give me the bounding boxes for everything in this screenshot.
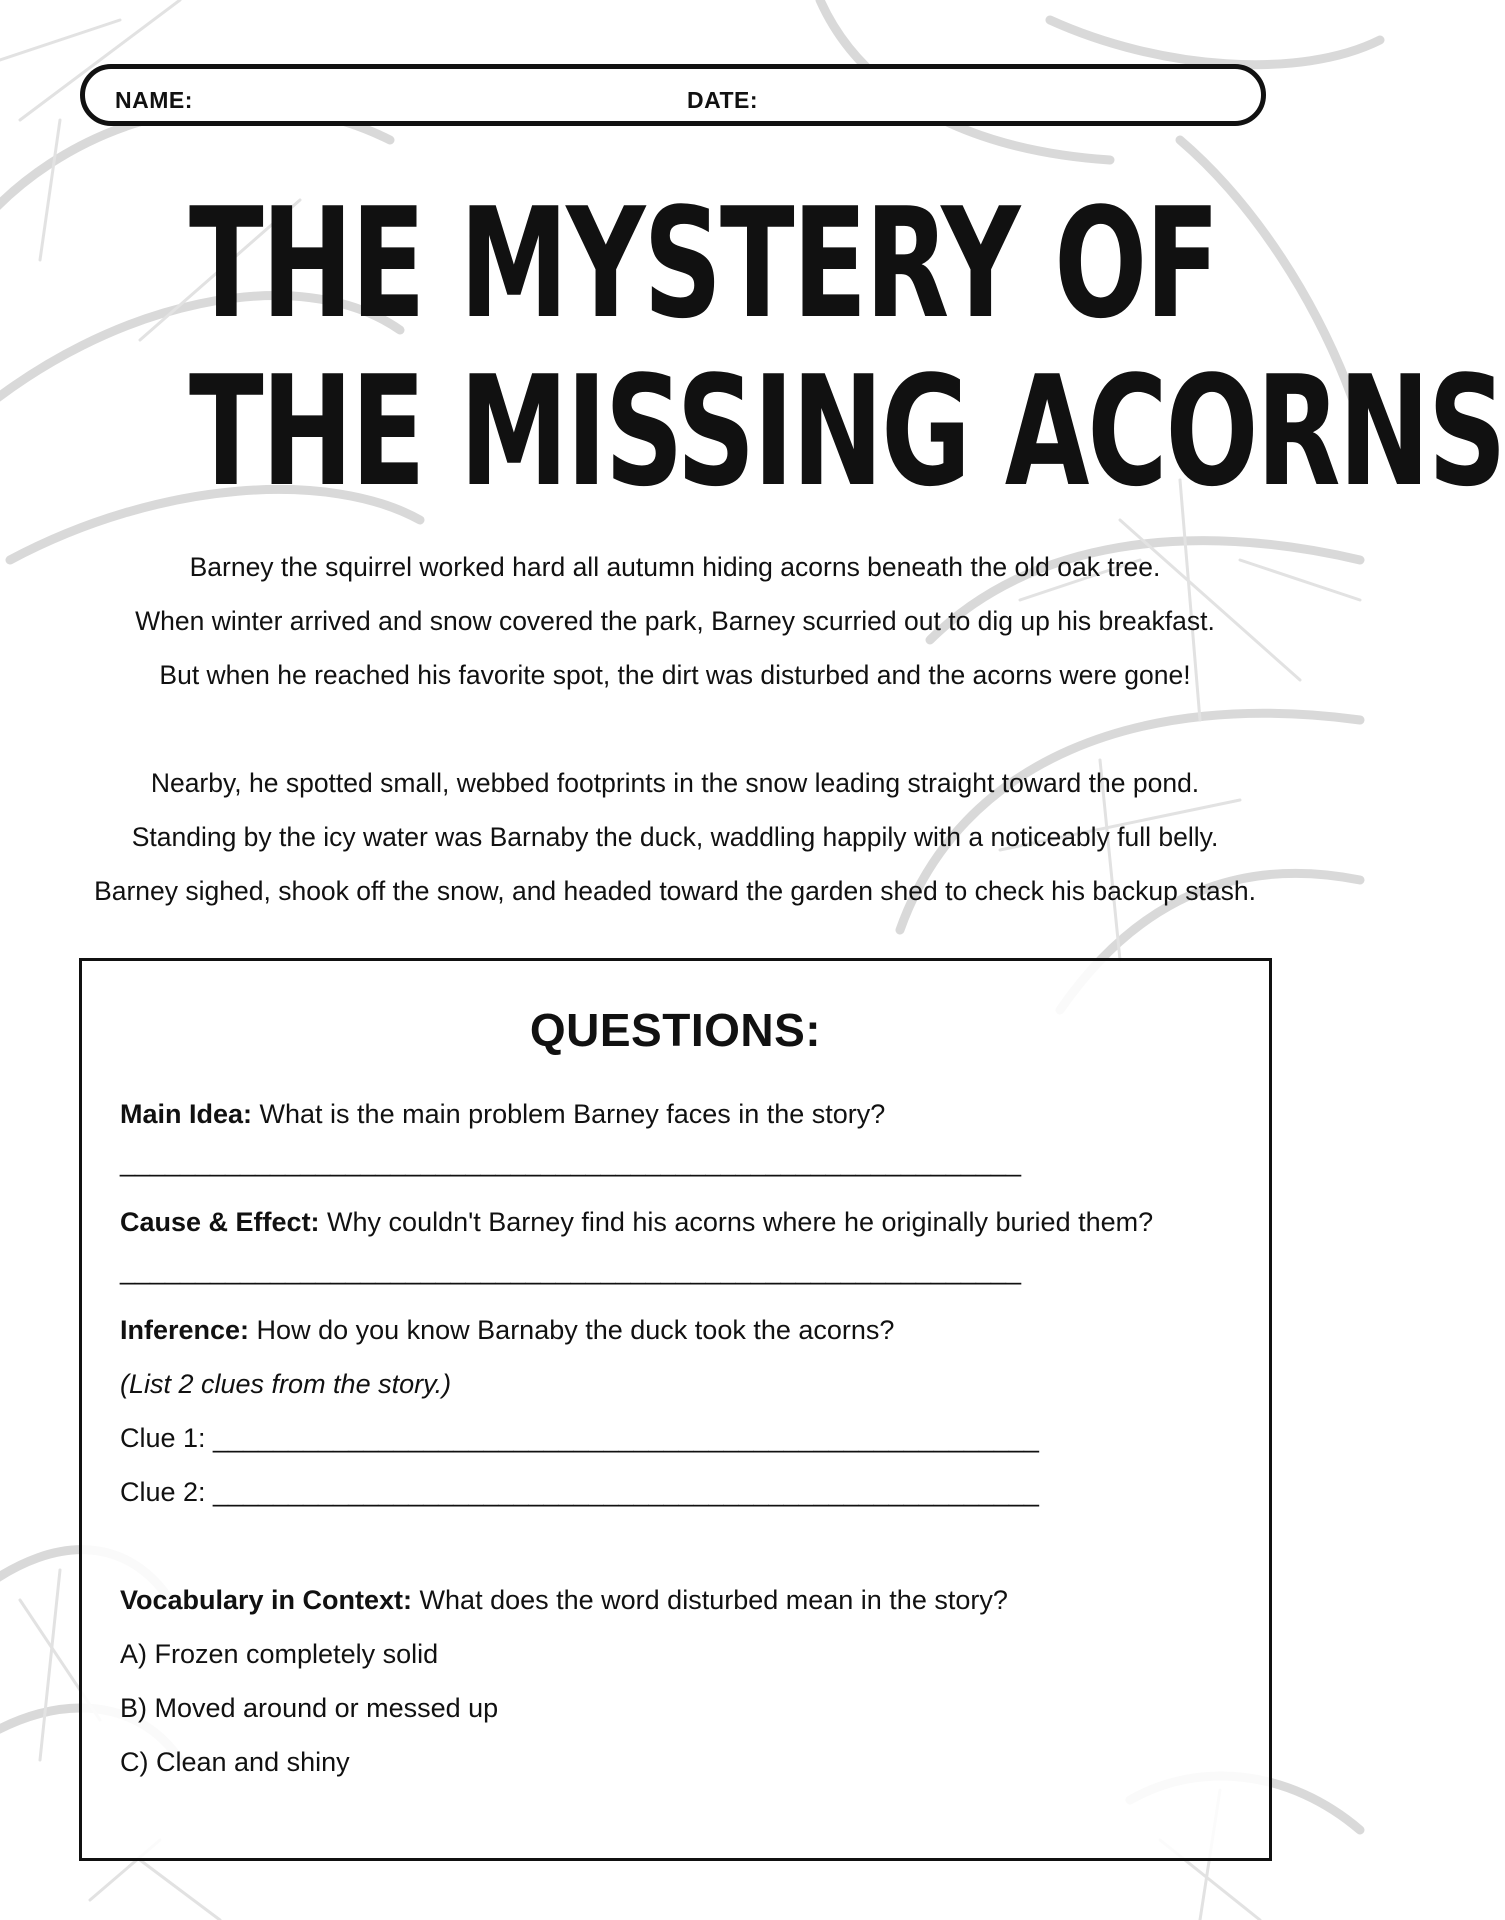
main-idea-answer-line[interactable]: ____________________________________________________________ [120, 1147, 1021, 1177]
vocabulary-option-c[interactable]: C) Clean and shiny [120, 1747, 350, 1777]
story-line: Barney the squirrel worked hard all autumn hiding acorns beneath the old oak tree. [189, 552, 1161, 582]
paragraph-gap [0, 702, 1350, 756]
title-line-2: THE MISSING ACORNS [188, 343, 1505, 520]
page-title [188, 175, 1505, 520]
date-label: DATE: [687, 87, 759, 113]
cause-effect-label: Cause & Effect: [120, 1207, 320, 1237]
story-line: When winter arrived and snow covered the park, Barney scurried out to dig up his breakfast. [135, 606, 1215, 636]
name-label: NAME: [115, 87, 193, 113]
story-line: Standing by the icy water was Barnaby the duck, waddling happily with a noticeably full belly. [131, 822, 1219, 852]
questions-box [79, 958, 1272, 1861]
main-idea-question [120, 1099, 885, 1130]
story-line: Barney sighed, shook off the snow, and headed toward the garden shed to check his backup stash. [94, 876, 1256, 906]
cause-effect-text: Why couldn't Barney find his acorns where he originally buried them? [319, 1207, 1154, 1237]
clue-2-answer-line[interactable]: Clue 2: _______________________________________________________ [120, 1477, 1039, 1507]
inference-note [120, 1369, 451, 1400]
vocabulary-option-a[interactable]: A) Frozen completely solid [120, 1639, 439, 1669]
vocabulary-label: Vocabulary in Context: [120, 1585, 413, 1615]
story-text [0, 540, 1350, 918]
questions-heading: QUESTIONS: [529, 1004, 822, 1056]
main-idea-text: What is the main problem Barney faces in the story? [252, 1099, 886, 1129]
cause-effect-answer-line[interactable]: ____________________________________________________________ [120, 1255, 1021, 1285]
clue-1-answer-line[interactable]: Clue 1: _______________________________________________________ [120, 1423, 1039, 1453]
inference-label: Inference: [120, 1315, 250, 1345]
main-idea-label: Main Idea: [120, 1099, 253, 1129]
title-line-1: THE MYSTERY OF [188, 175, 1218, 352]
inference-question [120, 1315, 894, 1346]
name-date-bar [80, 64, 1266, 126]
cause-effect-question [120, 1207, 1153, 1238]
story-line: Nearby, he spotted small, webbed footprints in the snow leading straight toward the pond. [150, 768, 1200, 798]
inference-text: How do you know Barnaby the duck took the acorns? [249, 1315, 895, 1345]
vocabulary-text: What does the word disturbed mean in the story? [412, 1585, 1008, 1615]
inference-note-text: (List 2 clues from the story.) [120, 1369, 452, 1399]
vocabulary-question [120, 1585, 1008, 1616]
vocabulary-option-b[interactable]: B) Moved around or messed up [120, 1693, 499, 1723]
story-line: But when he reached his favorite spot, the dirt was disturbed and the acorns were gone! [159, 660, 1191, 690]
